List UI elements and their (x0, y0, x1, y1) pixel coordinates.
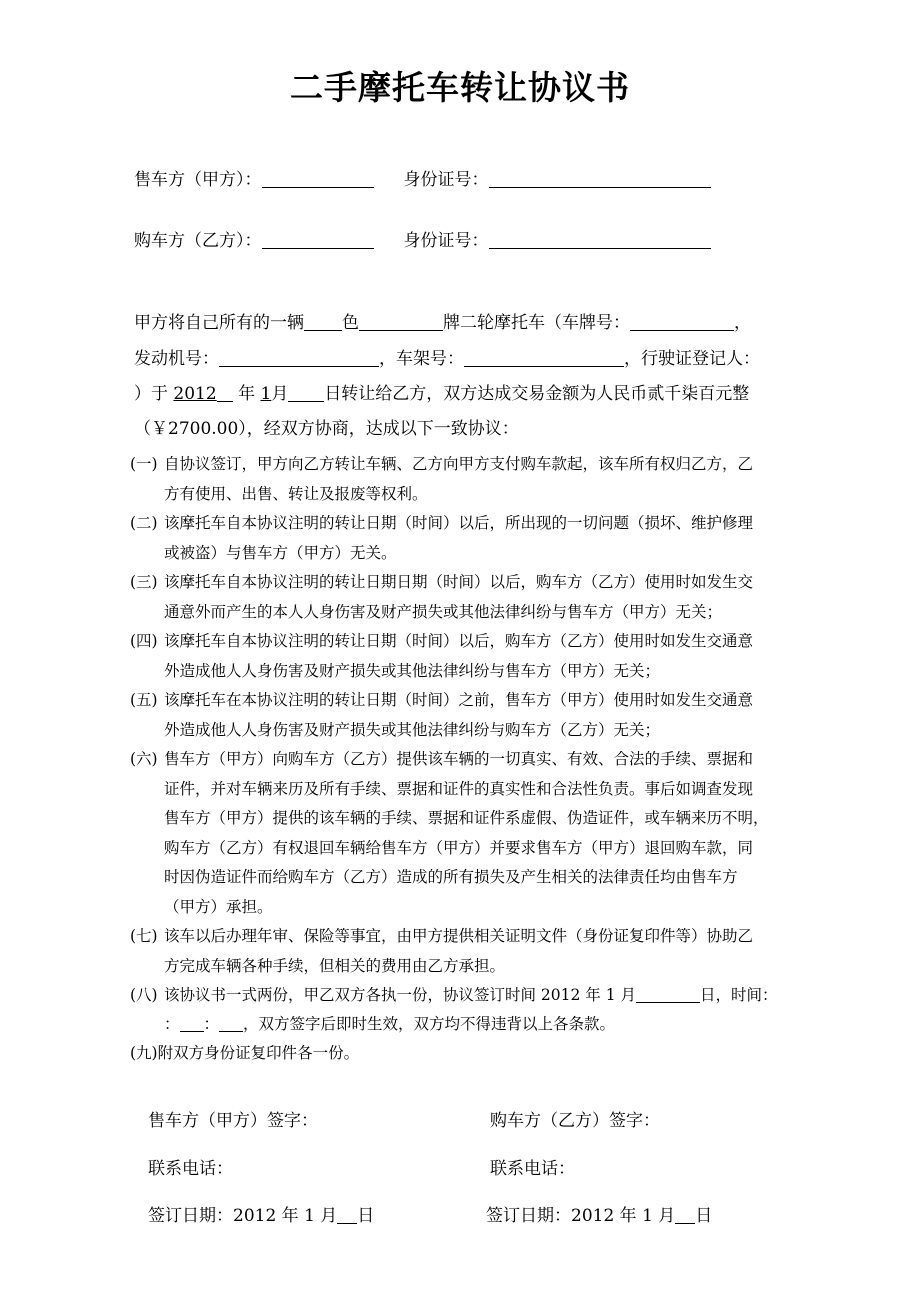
engine-number-blank[interactable] (219, 348, 379, 367)
intro-line-4: （￥2700.00），经双方协商，达成以下一致协议： (134, 419, 519, 439)
seller-day-blank[interactable] (337, 1205, 357, 1224)
clause-number: (八) (130, 986, 158, 1004)
minute-blank[interactable] (219, 1013, 243, 1032)
clause-text: （甲方）承担。 (164, 898, 273, 916)
clause-text: 外造成他人人身伤害及财产损失或其他法律纠纷与购车方（乙方）无关； (164, 721, 661, 739)
clause-number: (五) (130, 691, 158, 709)
clause-text: ，双方签字后即时生效，双方均不得违背以上各条款。 (243, 1015, 616, 1033)
seller-phone-label: 联系电话： (148, 1159, 233, 1179)
clause-6 (130, 749, 753, 769)
clause-6-cont (164, 838, 753, 858)
intro-text: 甲方将自己所有的一辆 (134, 313, 304, 333)
clause-text: ： (164, 1015, 180, 1033)
date-text: 签订日期：2012 年 1 月 (486, 1206, 676, 1226)
date-text: 日 (695, 1206, 713, 1226)
clause-text: 该车以后办理年审、保险等事宜，由甲方提供相关证明文件（身份证复印件等）协助乙 (164, 927, 754, 945)
clause-number: (七) (130, 927, 158, 945)
clause-text: 或被盗）与售车方（甲方）无关。 (164, 544, 397, 562)
buyer-id-label: 身份证号： (403, 231, 489, 251)
seller-id-blank[interactable] (489, 169, 711, 188)
clause-8-cont (164, 1013, 615, 1034)
intro-text: 色 (342, 313, 359, 333)
clause-text: 该摩托车自本协议注明的转让日期（时间）以后，购车方（乙方）使用时如发生交通意 (164, 632, 754, 650)
clause-number: (三) (130, 573, 158, 591)
plate-blank[interactable] (630, 312, 734, 331)
color-blank[interactable] (304, 312, 342, 331)
clause-text: 通意外而产生的本人人身伤害及财产损失或其他法律纠纷与售车方（甲方）无关； (164, 603, 723, 621)
intro-text: ， (734, 313, 751, 333)
clause-6-cont (164, 867, 738, 887)
buyer-label: 购车方（乙方）： (134, 231, 262, 251)
clause-text: 自协议签订，甲方向乙方转让车辆、乙方向甲方支付购车款起，该车所有权归乙方，乙 (164, 455, 754, 473)
frame-number-blank[interactable] (464, 348, 624, 367)
clause-text: 购车方（乙方）有权退回车辆给售车方（甲方）并要求售车方（甲方）退回购车款，同 (164, 839, 754, 857)
seller-signature-label: 售车方（甲方）签字： (148, 1111, 318, 1131)
intro-line-3 (134, 383, 749, 404)
clause-text: 该摩托车自本协议注明的转让日期日期（时间）以后，购车方（乙方）使用时如发生交 (164, 573, 754, 591)
intro-line-1 (134, 312, 751, 333)
buyer-day-blank[interactable] (675, 1205, 695, 1224)
clause-number: (二) (130, 514, 158, 532)
clause-4-cont (164, 661, 660, 681)
clause-text: 日，时间： (700, 986, 778, 1004)
clause-text: 方完成车辆各种手续，但相关的费用由乙方承担。 (164, 957, 506, 975)
intro-text: ，行驶证登记人： (624, 349, 760, 369)
clause-1-cont (164, 484, 428, 504)
intro-text: ，车架号： (379, 349, 464, 369)
buyer-line (134, 226, 711, 251)
clause-5-cont (164, 720, 660, 740)
document-title: 二手摩托车转让协议书 (290, 68, 630, 107)
clause-8 (130, 984, 778, 1005)
intro-line-2 (134, 348, 760, 369)
clause-3-cont (164, 602, 722, 622)
buyer-name-blank[interactable] (262, 230, 374, 249)
clause-number: (一) (130, 455, 158, 473)
clause-text: 该摩托车自本协议注明的转让日期（时间）以后，所出现的一切问题（损坏、维护修理 (164, 514, 754, 532)
brand-blank[interactable] (359, 312, 443, 331)
clause-number: (六) (130, 750, 158, 768)
buyer-phone-label: 联系电话： (490, 1159, 575, 1179)
date-text: 签订日期：2012 年 1 月 (148, 1206, 338, 1226)
seller-line (134, 165, 711, 190)
clause-text: 方有使用、出售、转让及报废等权利。 (164, 485, 428, 503)
clause-text: 该摩托车在本协议注明的转让日期（时间）之前，售车方（甲方）使用时如发生交通意 (164, 691, 754, 709)
seller-id-label: 身份证号： (403, 170, 489, 190)
clause-3 (130, 572, 753, 592)
clause-6-cont (164, 808, 769, 828)
buyer-signature-label: 购车方（乙方）签字： (490, 1111, 660, 1131)
intro-text: 年 (238, 384, 256, 404)
clause-number: (四) (130, 632, 158, 650)
intro-text: ）于 (134, 384, 168, 404)
clause-text: 证件，并对车辆来历及所有手续、票据和证件的真实性和合法性负责。事后如调查发现 (164, 780, 754, 798)
seller-label: 售车方（甲方）： (134, 170, 262, 190)
transfer-day-blank[interactable] (288, 383, 324, 402)
buyer-sign-date (486, 1201, 712, 1226)
year-underline (217, 383, 233, 402)
clause-text: 时因伪造证件而给购车方（乙方）造成的所有损失及产生相关的法律责任均由售车方 (164, 868, 738, 886)
sign-day-blank[interactable] (636, 984, 700, 1003)
intro-text: 月 (271, 384, 289, 404)
clause-2 (130, 513, 753, 533)
intro-text: 牌二轮摩托车（车牌号： (443, 313, 630, 333)
clause-7 (130, 926, 753, 946)
seller-sign-date (148, 1201, 374, 1226)
clause-2-cont (164, 543, 397, 563)
buyer-id-blank[interactable] (489, 230, 711, 249)
clause-7-cont (164, 956, 505, 976)
clause-1 (130, 454, 753, 474)
clause-6-cont (164, 897, 273, 917)
transfer-year: 2012 (173, 384, 217, 404)
seller-name-blank[interactable] (262, 169, 374, 188)
clause-5 (130, 690, 753, 710)
transfer-month: 1 (260, 384, 272, 404)
clause-9: (九)附双方身份证复印件各一份。 (130, 1044, 360, 1062)
hour-blank[interactable] (180, 1013, 204, 1032)
clause-text: 售车方（甲方）提供的该车辆的手续、票据和证件系虚假、伪造证件，或车辆来历不明， (164, 809, 769, 827)
clause-text: 售车方（甲方）向购车方（乙方）提供该车辆的一切真实、有效、合法的手续、票据和 (164, 750, 754, 768)
intro-text: 日转让给乙方，双方达成交易金额为人民币贰千柒百元整 (324, 384, 750, 404)
clause-text: ： (203, 1015, 220, 1033)
intro-text: 发动机号： (134, 349, 219, 369)
clause-6-cont (164, 779, 753, 799)
clause-text: 外造成他人人身伤害及财产损失或其他法律纠纷与售车方（甲方）无关； (164, 662, 661, 680)
clause-4 (130, 631, 753, 651)
clause-text: 该协议书一式两份，甲乙双方各执一份，协议签订时间 2012 年 1 月 (164, 986, 637, 1004)
date-text: 日 (357, 1206, 375, 1226)
